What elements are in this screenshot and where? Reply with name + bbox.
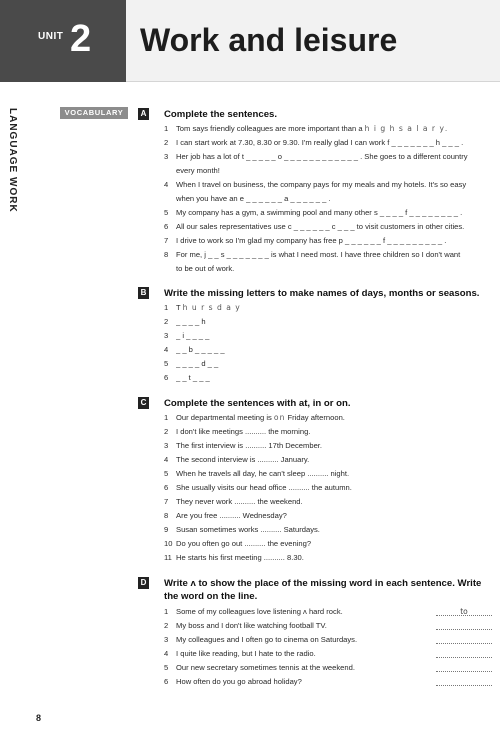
item-text: All our sales representatives use c _ _ _ _ _ _ c _ _ _ to visit customers in other cities.	[176, 222, 465, 231]
handwritten-answer: h u r s d a y	[182, 303, 241, 312]
exercise-item	[164, 262, 492, 276]
exercise-item	[164, 605, 492, 619]
item-number: 3	[164, 635, 169, 644]
section-instruction: Complete the sentences with at, in or on.	[164, 398, 351, 409]
exercise-item	[164, 509, 492, 523]
exercise-item	[164, 178, 492, 192]
item-text: The second interview is .......... January.	[176, 455, 310, 464]
item-text: _ _ _ _ d _ _	[176, 359, 219, 368]
exercise-item	[164, 164, 492, 178]
item-number: 4	[164, 345, 169, 354]
section-instruction: Complete the sentences.	[164, 109, 278, 120]
answer-line[interactable]	[436, 647, 492, 658]
section-letter: A	[138, 108, 149, 120]
exercise-item	[164, 523, 492, 537]
exercise-item	[164, 467, 492, 481]
item-text: They never work .......... the weekend.	[176, 497, 303, 506]
exercise-list	[164, 301, 492, 385]
section-instruction: Write ʌ to show the place of the missing word in each sentence. Write the word on the line.	[164, 578, 482, 602]
exercise-item	[164, 234, 492, 248]
title-bar	[126, 0, 500, 82]
answer-line[interactable]	[436, 633, 492, 644]
item-number: 1	[164, 124, 169, 133]
exercise-item	[164, 551, 492, 565]
exercise-list	[164, 411, 492, 565]
exercise-item	[164, 495, 492, 509]
item-text: The first interview is .......... 17th December.	[176, 441, 323, 450]
exercise-list	[164, 122, 492, 276]
vocabulary-tab: VOCABULARY	[60, 107, 128, 119]
section-letter: D	[138, 577, 149, 589]
item-number: 5	[164, 208, 169, 217]
item-number: 3	[164, 331, 169, 340]
answer-line[interactable]: to	[436, 605, 492, 616]
answer-line[interactable]	[436, 675, 492, 686]
exercise-item	[164, 411, 492, 425]
item-text: _ _ b _ _ _ _ _	[176, 345, 225, 354]
item-text: When he travels all day, he can't sleep .......... night.	[176, 469, 350, 478]
exercise-item	[164, 150, 492, 164]
item-number: 1	[164, 303, 169, 312]
item-text: Her job has a lot of t _ _ _ _ _ o _ _ _ _ _ _ _ _ _ _ _ _ . She goes to a different country	[176, 152, 468, 161]
item-number: 5	[164, 469, 169, 478]
item-number: 1	[164, 413, 169, 422]
item-text: Do you often go out .......... the evening?	[176, 539, 312, 548]
item-text: How often do you go abroad holiday?	[176, 677, 302, 686]
exercise-item	[164, 192, 492, 206]
item-text: _ _ t _ _ _	[176, 373, 210, 382]
item-number: 2	[164, 317, 169, 326]
handwritten-answer: on	[273, 413, 286, 422]
item-text: My boss and I don't like watching football TV.	[176, 621, 327, 630]
item-text-part: T	[176, 303, 183, 312]
exercise-item	[164, 206, 492, 220]
item-text: I don't like meetings .......... the morning.	[176, 427, 311, 436]
item-number: 6	[164, 677, 169, 686]
item-number	[164, 164, 176, 178]
item-number: 8	[164, 250, 169, 259]
item-number: 2	[164, 621, 169, 630]
unit-number: 2	[70, 18, 92, 60]
item-number: 1	[164, 607, 169, 616]
exercise-item	[164, 453, 492, 467]
item-number	[164, 192, 176, 206]
item-number: 6	[164, 373, 169, 382]
item-number: 6	[164, 483, 169, 492]
item-number	[164, 262, 176, 276]
item-number: 3	[164, 441, 169, 450]
exercise-item	[164, 343, 492, 357]
item-text: every month!	[176, 166, 220, 175]
page-title: Work and leisure	[140, 22, 398, 58]
item-number: 11	[164, 553, 172, 562]
handwritten-answer: h i g h s a l a r y	[364, 124, 445, 133]
exercise-item	[164, 329, 492, 343]
item-text: My colleagues and I often go to cinema on Saturdays.	[176, 635, 358, 644]
exercise-item	[164, 301, 492, 315]
item-text: to be out of work.	[176, 264, 235, 273]
item-text: Are you free .......... Wednesday?	[176, 511, 287, 520]
answer-line[interactable]	[436, 619, 492, 630]
unit-label: UNIT	[38, 31, 64, 42]
exercise-item	[164, 371, 492, 385]
side-label: LANGUAGE WORK	[7, 108, 18, 213]
item-text: For me, j _ _ s _ _ _ _ _ _ _ is what I need most. I have three children so I don't want	[176, 250, 461, 259]
section-instruction: Write the missing letters to make names of days, months or seasons.	[164, 288, 480, 299]
item-text: _ _ _ _ h	[176, 317, 206, 326]
item-number: 2	[164, 138, 169, 147]
item-number: 5	[164, 663, 169, 672]
exercise-item	[164, 537, 492, 551]
item-text	[176, 122, 492, 136]
exercise-item	[164, 357, 492, 371]
item-text-part: .	[444, 124, 448, 133]
item-number: 8	[164, 511, 169, 520]
item-text	[176, 411, 492, 425]
exercise-item	[164, 315, 492, 329]
unit-box	[0, 0, 126, 82]
exercise-item	[164, 122, 492, 136]
item-number: 7	[164, 497, 169, 506]
item-text: I drive to work so I'm glad my company has free p _ _ _ _ _ _ f _ _ _ _ _ _ _ _ _ .	[176, 236, 447, 245]
item-number: 4	[164, 180, 169, 189]
exercise-item	[164, 619, 492, 633]
section-letter: C	[138, 397, 149, 409]
item-text-part: Tom says friendly colleagues are more important than a	[176, 124, 365, 133]
item-number: 5	[164, 359, 169, 368]
item-number: 4	[164, 649, 169, 658]
item-text: when you have an e _ _ _ _ _ _ a _ _ _ _ _ _ .	[176, 194, 331, 203]
exercise-list	[164, 605, 492, 689]
exercise-item	[164, 675, 492, 689]
item-text: He starts his first meeting .......... 8.30.	[176, 553, 304, 562]
item-text: I quite like reading, but I hate to the radio.	[176, 649, 316, 658]
item-text	[176, 301, 492, 315]
item-text-part: Our departmental meeting is	[176, 413, 274, 422]
item-text: She usually visits our head office .......... the autumn.	[176, 483, 352, 492]
exercise-item	[164, 136, 492, 150]
item-number: 3	[164, 152, 169, 161]
exercise-item	[164, 481, 492, 495]
item-text: Our new secretary sometimes tennis at the weekend.	[176, 663, 355, 672]
section-letter: B	[138, 287, 149, 299]
exercise-item	[164, 661, 492, 675]
exercise-item	[164, 647, 492, 661]
item-number: 4	[164, 455, 169, 464]
exercise-item	[164, 248, 492, 262]
item-number: 6	[164, 222, 169, 231]
item-text: I can start work at 7.30, 8.30 or 9.30. I'm really glad I can work f _ _ _ _ _ _ _ h _ _ _ .	[176, 138, 464, 147]
item-text: My company has a gym, a swimming pool and many other s _ _ _ _ f _ _ _ _ _ _ _ _ .	[176, 208, 463, 217]
page-number: 8	[36, 713, 42, 723]
item-text-part: Friday afternoon.	[285, 413, 345, 422]
exercise-item	[164, 633, 492, 647]
item-number: 2	[164, 427, 169, 436]
exercise-item	[164, 439, 492, 453]
item-text: When I travel on business, the company pays for my meals and my hotels. It's so easy	[176, 180, 467, 189]
exercise-item	[164, 425, 492, 439]
answer-line[interactable]	[436, 661, 492, 672]
exercise-item	[164, 220, 492, 234]
item-number: 7	[164, 236, 169, 245]
item-number: 9	[164, 525, 169, 534]
item-text: Some of my colleagues love listening ʌ hard rock.	[176, 607, 343, 616]
item-text: _ i _ _ _ _	[176, 331, 210, 340]
item-number: 10	[164, 539, 173, 548]
item-text: Susan sometimes works .......... Saturdays.	[176, 525, 320, 534]
